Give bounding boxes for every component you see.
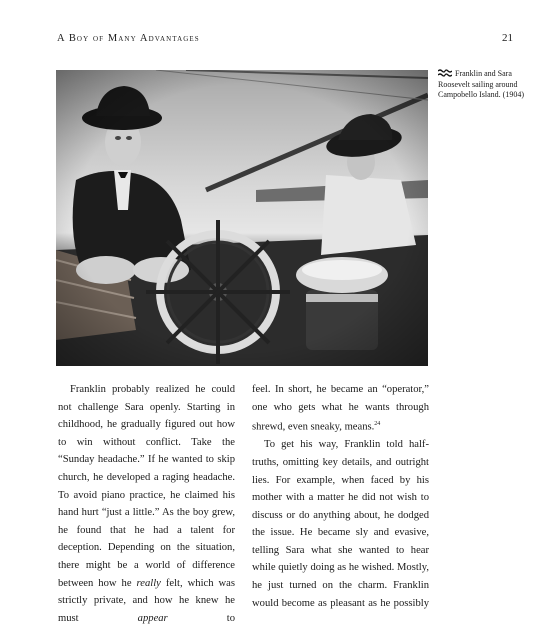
paragraph-text: feel. In short, he became an “operator,” one who gets what he wants through shrewd, even sneaky, means. — [252, 384, 429, 433]
running-head: A Boy of Many Advantages — [57, 33, 200, 44]
footnote-reference: 24 — [374, 421, 381, 428]
paragraph — [252, 381, 429, 436]
page-number: 21 — [502, 32, 513, 44]
paragraph-text: to — [167, 612, 235, 624]
paragraph — [58, 381, 235, 627]
emphasis-text: appear — [137, 612, 168, 624]
paragraph: To get his way, Franklin told half-truths, omitting key details, and outright lies. For example, when faced by his mother with a matter he did not wish to discuss or do anything about, he dodged the issue. He became sly and evasive, telling Sara what she wanted to hear while quietly doing as he wished. Mostly, he just turned on the charm. Franklin would become as pleasant as he possibly — [252, 439, 429, 609]
sailing-photograph — [56, 70, 428, 366]
text-column-left — [58, 381, 235, 627]
paragraph-text: felt, which was strictly private, and how he knew he must — [58, 577, 236, 624]
emphasis-text: really — [136, 577, 161, 589]
photo-caption — [438, 69, 528, 100]
paragraph-text: Franklin probably realized he could not challenge Sara openly. Starting in childhood, he gradually figured out how to win without conflict. Take the “Sunday headache.” If he wanted to skip church, he developed a raging headache. To avoid piano practice, he claimed his hand hurt “just a little.” As the boy grew, he found that he had a talent for deception. Depending on the situation, there might be a world of difference between how he — [58, 384, 235, 589]
text-column-right — [252, 381, 429, 612]
caption-text: Franklin and Sara Roosevelt sailing around Campobello Island. (1904) — [438, 69, 524, 99]
wave-ornament-icon — [438, 69, 452, 80]
